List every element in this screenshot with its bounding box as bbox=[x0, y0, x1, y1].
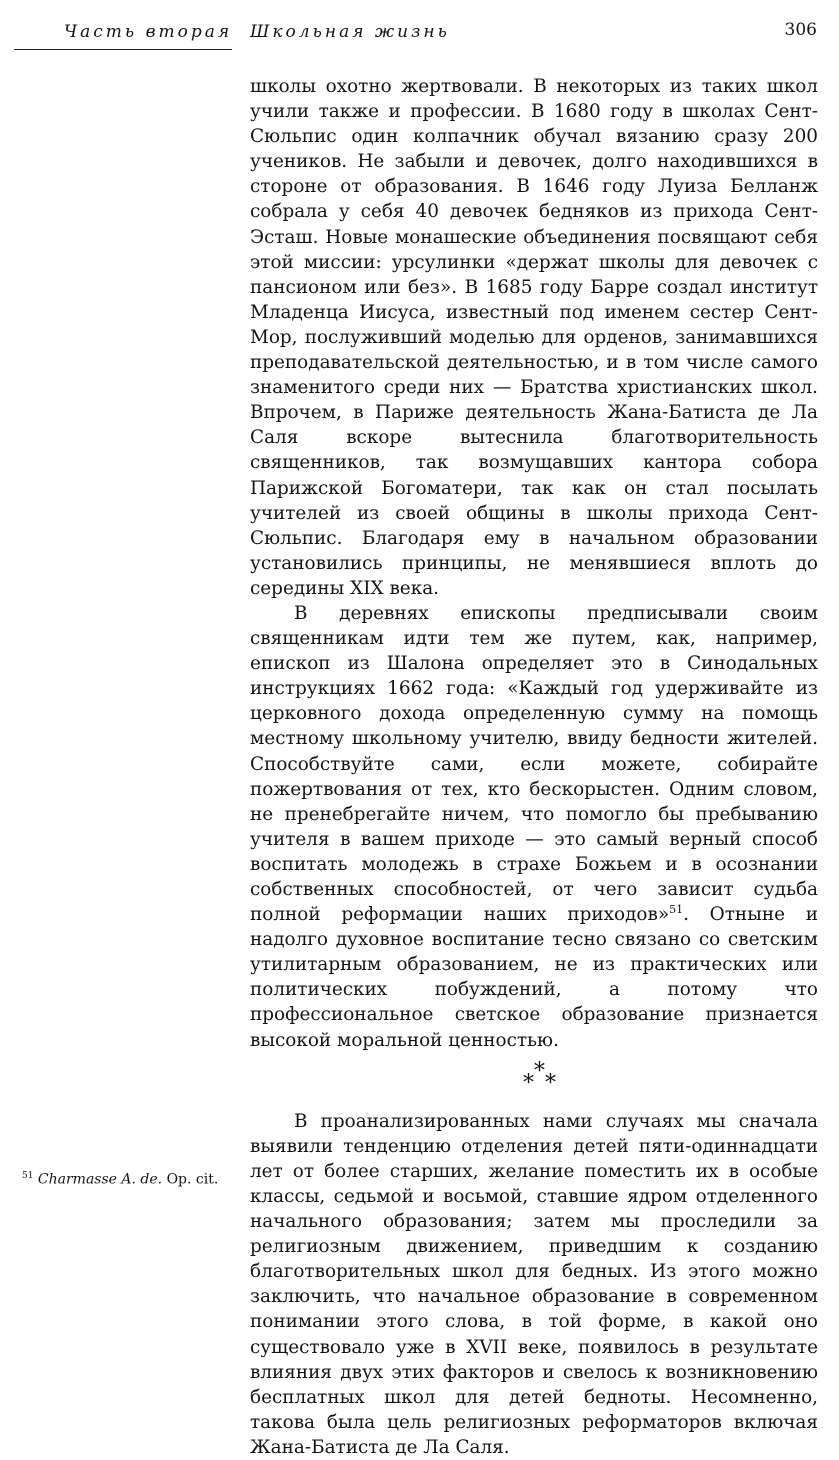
asterism-star: * bbox=[534, 1058, 545, 1084]
asterism-star: * bbox=[545, 1070, 556, 1096]
main-text bbox=[250, 74, 818, 1460]
footnote bbox=[22, 1171, 218, 1188]
footnote-number: 51 bbox=[22, 1171, 34, 1181]
footnote-reference[interactable]: 51 bbox=[669, 902, 684, 916]
running-head-part: Часть вторая bbox=[64, 22, 233, 42]
paragraph-2-text: В деревнях епископы предписывали своим священникам идти тем же путем, как, например, епископ из Шалона определяет это в Синодальных инструкциях 1662 года: «Каждый год удерживайте из церковного дохода определенную сумму на помощь местному школьному учителю, ввиду бедности жителей. Способствуйте сами, если можете, собирайте пожертвования от тех, кто бескорыстен. Одним словом, не пренебрегайте ничем, что помогло бы пребыванию учителя в вашем приходе — это самый верный способ воспитать молодежь в страхе Божьем и в осознании собственных способностей, от чего зависит судьба полной реформации наших приходов» bbox=[250, 602, 818, 926]
header-rule bbox=[14, 49, 232, 50]
paragraph-1: школы охотно жертвовали. В некоторых из таких школ учили также и профессии. В 1680 году в школах Сент-Сюльпис один колпачник обучал вязанию сразу 200 учеников. Не забыли и девочек, долго находившихся в стороне от образования. В 1646 году Луиза Белланж собрала у себя 40 девочек бедняков из прихода Сент-Эсташ. Новые монашеские объединения посвящают себя этой миссии: урсулинки «держат школы для девочек с пансионом или без». В 1685 году Барре создал институт Младенца Иисуса, известный под именем сестер Сент-Мор, послуживший моделью для орденов, занимавшихся преподавательской деятельностью, и в том числе самого знаменитого среди них — Братства христианских школ. Впрочем, в Париже деятельность Жана-Батиста де Ла Саля вскоре вытеснила благотворительность священников, так возмущавших кантора собора Парижской Богоматери, так как он стал посылать учителей из своей общины в школы прихода Сент-Сюльпис. Благодаря ему в начальном образовании установились принципы, не менявшиеся вплоть до середины XIX века. bbox=[250, 76, 818, 599]
section-divider-asterism bbox=[250, 1055, 818, 1109]
running-head bbox=[0, 0, 839, 60]
paragraph-3: В проанализированных нами случаях мы сначала выявили тенденцию отделения детей пяти-одиннадцати лет от более старших, желание поместить их в особые классы, седьмой и восьмой, ставшие ядром отделенного начального образования; затем мы проследили за религиозным движением, приведшим к созданию благотворительных школ для бедных. Из этого можно заключить, что начальное образование в современном понимании этого слова, в той форме, в какой оно существовало уже в XVII веке, появилось в результате влияния двух этих факторов и свелось к возникновению бесплатных школ для детей бедноты. Несомненно, такова была цель религиозных реформаторов включая Жана-Батиста де Ла Саля. bbox=[250, 1110, 818, 1458]
running-head-chapter: Школьная жизнь bbox=[250, 22, 450, 42]
page-number: 306 bbox=[784, 20, 817, 40]
asterism-star: * bbox=[523, 1070, 534, 1096]
paragraph-2-text-continued: . Отныне и надолго духовное воспитание тесно связано со светским утилитарным образованием, не из практических или политических побуждений, а потому что профессиональное светское образование признается высокой моральной ценностью. bbox=[250, 904, 818, 1051]
footnote-source: Op. cit. bbox=[166, 1171, 219, 1188]
footnote-author: Charmasse A. de. bbox=[37, 1171, 163, 1188]
paragraph-2 bbox=[250, 601, 818, 1053]
